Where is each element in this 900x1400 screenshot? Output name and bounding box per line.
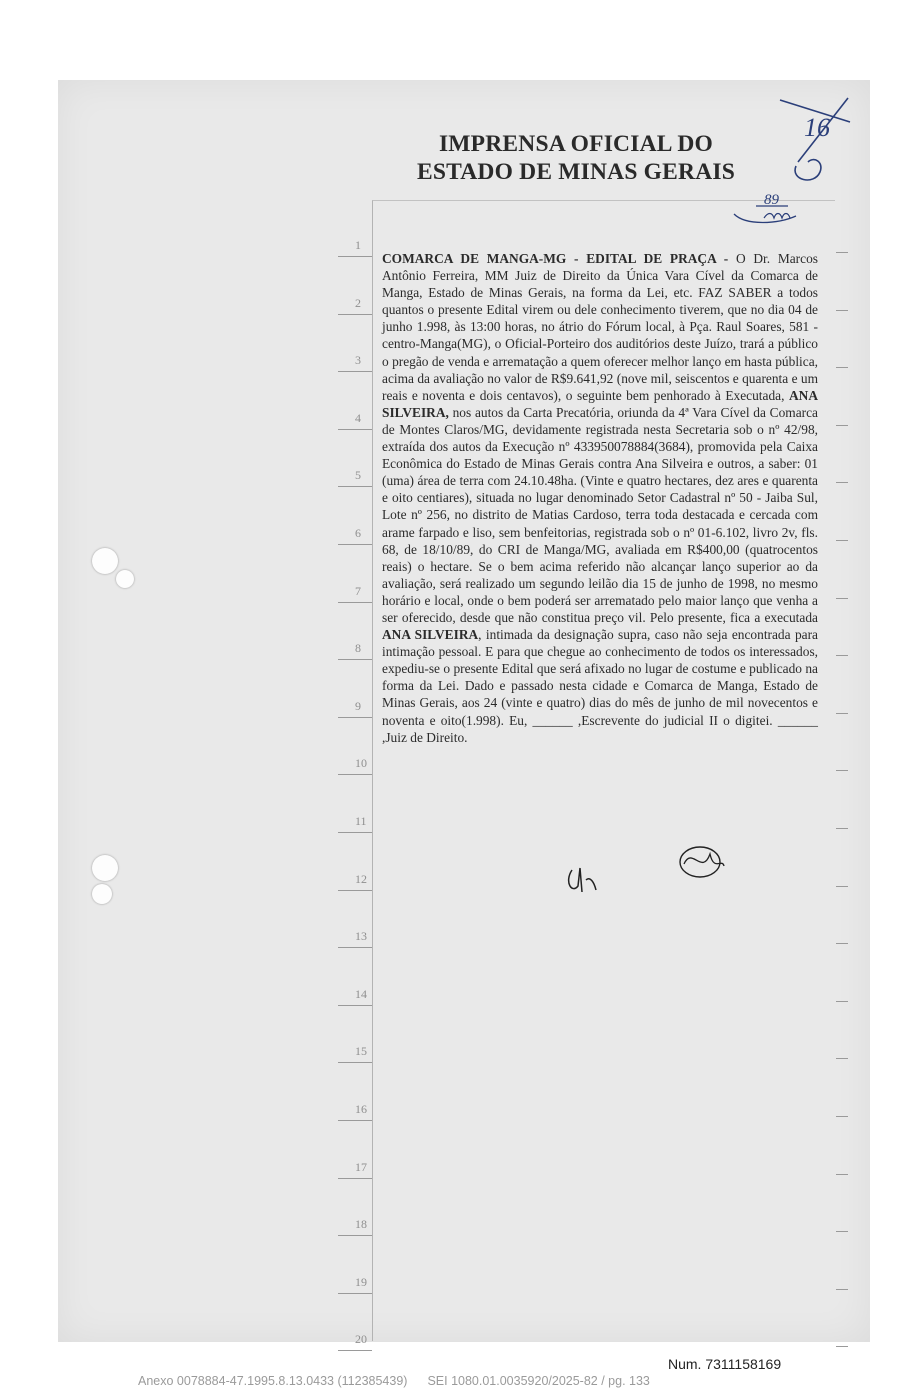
document-number: Num. 7311158169 <box>668 1356 782 1372</box>
right-tick <box>836 1289 848 1290</box>
line-marker <box>338 1235 372 1236</box>
handwritten-stamp <box>726 186 806 230</box>
line-marker <box>338 486 372 487</box>
line-marker <box>338 947 372 948</box>
line-number: 4 <box>355 410 361 425</box>
right-tick <box>836 1001 848 1002</box>
punch-hole <box>92 855 118 881</box>
line-number: 11 <box>355 814 367 828</box>
annex-footer <box>138 1374 798 1388</box>
handwritten-signature <box>562 862 602 898</box>
line-marker <box>338 1178 372 1179</box>
punch-hole <box>92 548 118 574</box>
edital-part-2: nos autos da Carta Precatória, oriunda da 4ª Vara Cível da Comarca de Montes Claros/MG, devidamente registrada nesta Secretaria sob o nº 42/98, extraída dos autos da Execução nº 433950078884(3684), promovida pela Caixa Econômica do Estado de Minas Gerais contra Ana Silveira e outros, a saber: 01 (uma) área de terra com 24.10.48ha. (Vinte e quatro hectares, dez ares e quarenta e oito centiares), situada no lugar denominado Setor Cadastral nº 50 - Jaiba Sul, Lote nº 256, no distrito de Matias Cardoso, terra toda destacada e cercada com arame farpado e liso, sem benfeitorias, registrada sob o nº 01-6.102, livro 2v, fls. 68, de 18/10/89, do CRI de Manga/MG, avaliada em R$400,00 (quatrocentos reais) o hectare. Se o bem acima referido não alcançar lanço superior ao da avaliação, será realizado um segundo leilão dia 15 de junho de 1998, no mesmo horário e local, onde o bem poderá ser arrematado pelo maior lanço que venha a ser oferecido, desde que não constitua preço vil. Pelo presente, fica a executada <box>382 404 818 625</box>
sei-reference: SEI 1080.01.0035920/2025-82 / pg. 133 <box>427 1374 650 1388</box>
right-tick <box>836 713 848 714</box>
handwritten-page-number <box>770 92 860 187</box>
right-tick <box>836 1058 848 1059</box>
right-tick <box>836 1231 848 1232</box>
page-number-text: 16 <box>804 113 830 142</box>
executada-name: ANA SILVEIRA, <box>382 387 818 420</box>
right-tick <box>836 1346 848 1347</box>
line-marker <box>338 890 372 891</box>
line-marker <box>338 256 372 257</box>
line-number: 12 <box>355 871 367 886</box>
line-number: 19 <box>355 1274 367 1289</box>
line-number: 2 <box>355 295 361 310</box>
annex-reference: Anexo 0078884-47.1995.8.13.0433 (112385439) <box>138 1374 408 1388</box>
line-marker <box>338 832 372 833</box>
line-number: 15 <box>355 1044 367 1059</box>
stamp-text: 89 <box>764 192 779 208</box>
line-marker <box>338 1293 372 1294</box>
line-number: 13 <box>355 929 367 944</box>
edital-heading: COMARCA DE MANGA-MG - EDITAL DE PRAÇA - <box>382 251 729 266</box>
line-marker <box>338 371 372 372</box>
right-tick <box>836 1174 848 1175</box>
right-tick <box>836 655 848 656</box>
line-number: 17 <box>355 1159 367 1174</box>
executada-name: ANA SILVEIRA <box>382 627 479 643</box>
right-tick <box>836 943 848 944</box>
line-number: 8 <box>355 641 361 656</box>
newspaper-header <box>366 130 786 186</box>
line-number: 6 <box>355 526 361 540</box>
punch-hole <box>116 570 134 588</box>
right-tick <box>836 598 848 599</box>
right-tick <box>836 1116 848 1117</box>
line-marker <box>338 1350 372 1351</box>
line-number: 9 <box>355 698 361 713</box>
right-tick <box>836 310 848 311</box>
line-marker <box>338 1120 372 1121</box>
line-marker <box>338 602 372 603</box>
line-number: 3 <box>355 353 361 368</box>
line-number: 18 <box>355 1217 367 1232</box>
right-tick <box>836 367 848 368</box>
right-tick <box>836 886 848 887</box>
right-tick <box>836 540 848 541</box>
line-number: 10 <box>355 756 367 771</box>
line-number: 20 <box>355 1332 367 1347</box>
line-marker <box>338 1005 372 1006</box>
line-marker <box>338 544 372 545</box>
line-number: 7 <box>355 583 361 598</box>
punch-hole <box>92 884 112 904</box>
line-number: 5 <box>355 468 361 483</box>
line-marker <box>338 659 372 660</box>
handwritten-signature <box>672 842 732 882</box>
line-number: 1 <box>355 238 361 252</box>
edital-part-1: O Dr. Marcos Antônio Ferreira, MM Juiz de Direito da Única Vara Cível da Comarca de Manga, Estado de Minas Gerais, na forma da Lei, etc. FAZ SABER a todos quantos o presente Edital virem ou dele conhecimento tiverem, que no dia 04 de junho 1.998, às 13:00 horas, no átrio do Fórum local, à Pça. Raul Soares, 581 - centro-Manga(MG), o Oficial-Porteiro dos auditórios deste Juízo, trará a público o pregão de venda e arrematação a quem oferecer melhor lanço em hasta pública, acima da avaliação no valor de R$9.641,92 (nove mil, seiscentos e quarenta e um reais e noventa e dois centavos), o seguinte bem penhorado à Executada, <box>382 251 818 403</box>
right-tick <box>836 770 848 771</box>
line-marker <box>338 314 372 315</box>
right-tick <box>836 252 848 253</box>
line-marker <box>338 429 372 430</box>
header-line-1: IMPRENSA OFICIAL DO <box>438 131 714 157</box>
right-tick <box>836 482 848 483</box>
line-marker <box>338 717 372 718</box>
line-marker <box>338 1062 372 1063</box>
edital-part-3: , intimada da designação supra, caso não seja encontrada para intimação pessoal. E para que chegue ao conhecimento de todos os interessados, expediu-se o presente Edital que será afixado no lugar de costume e publicado na forma da Lei. Dado e passado nesta cidade e Comarca de Manga, Estado de Minas Gerais, aos 24 (vinte e quatro) dias do mês de junho de mil novecentos e noventa e oito(1.998). Eu, ______ ,Escrevente do judicial II o digitei. ______ ,Juiz de Direito. <box>382 627 818 745</box>
right-tick <box>836 425 848 426</box>
header-line-2: ESTADO DE MINAS GERAIS <box>416 159 735 185</box>
right-tick <box>836 828 848 829</box>
line-marker <box>338 774 372 775</box>
edital-body <box>382 250 818 746</box>
line-number: 14 <box>355 986 367 1001</box>
line-number: 16 <box>355 1102 367 1116</box>
